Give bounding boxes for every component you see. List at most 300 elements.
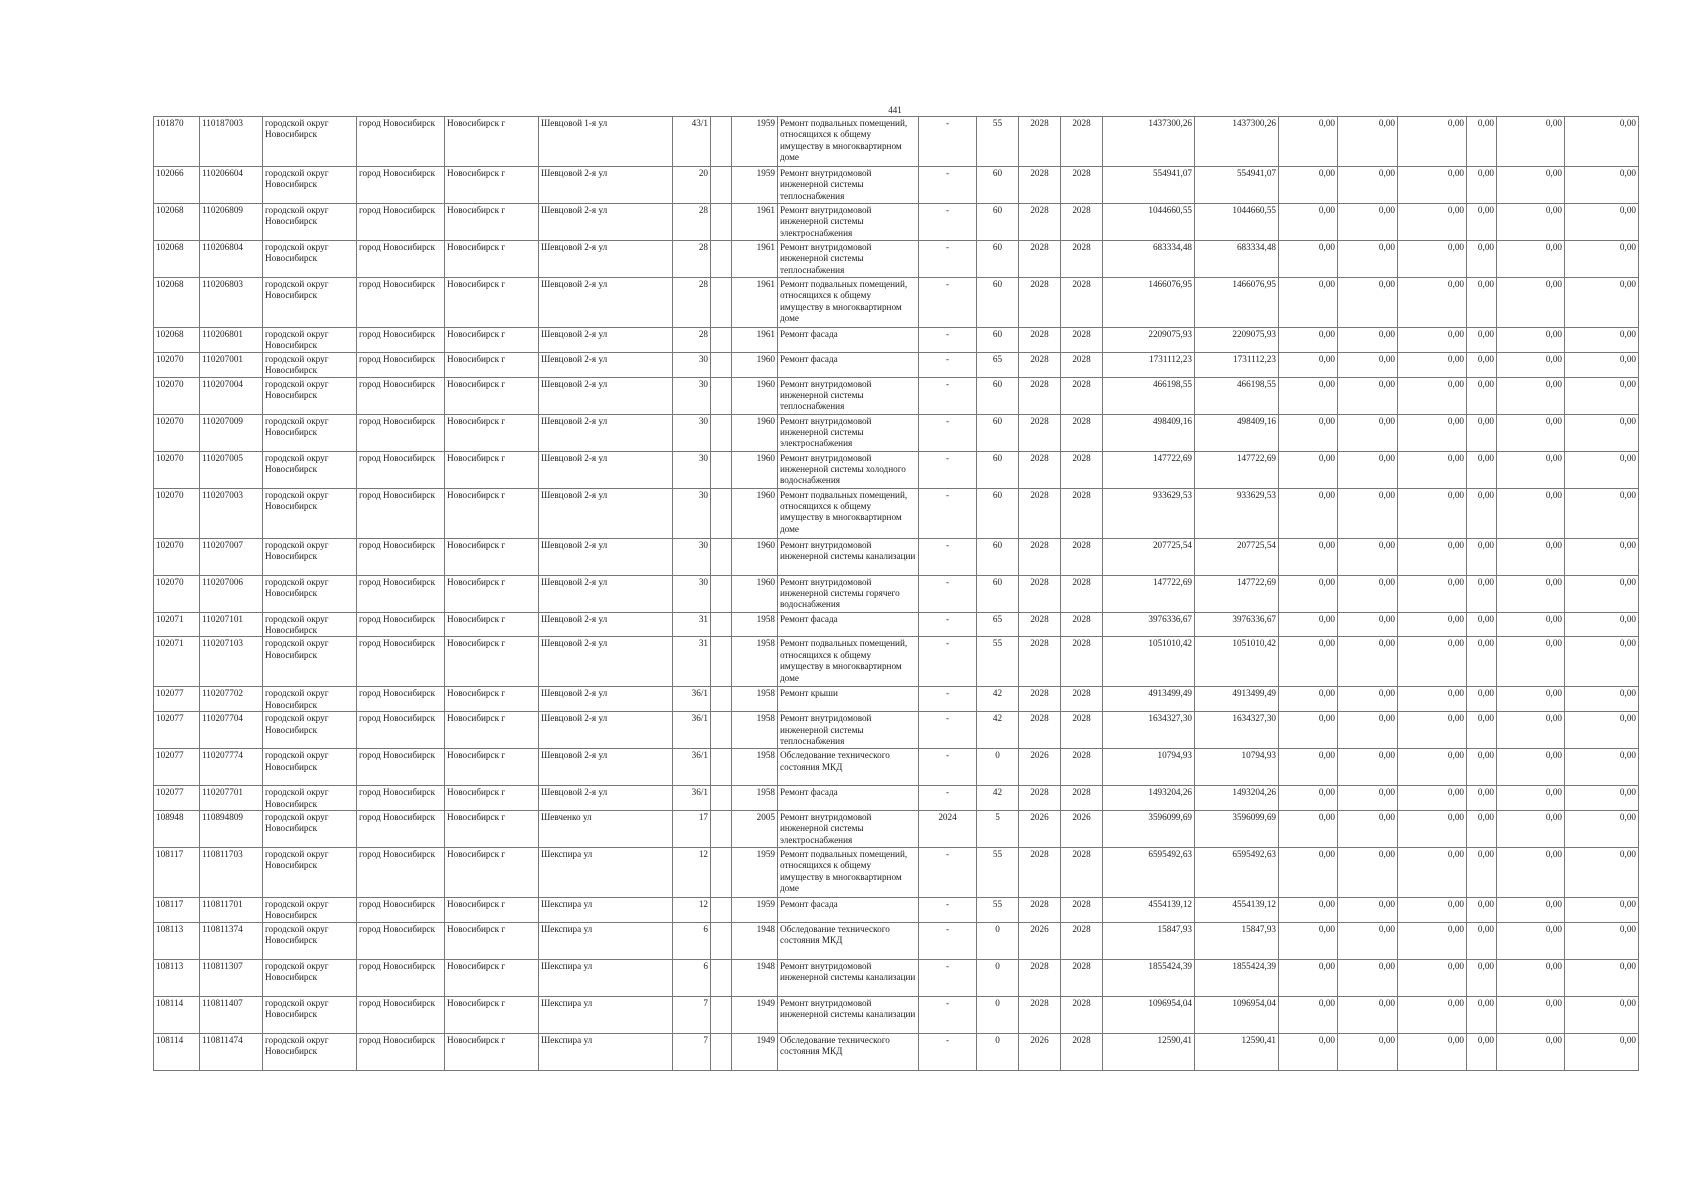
cell-year-built: 1959 <box>732 167 778 204</box>
cell-house-number: 30 <box>673 488 711 538</box>
cell-house-number: 28 <box>673 241 711 278</box>
cell-last-repair-year: - <box>919 377 977 414</box>
cell-cost-local-budget: 0,00 <box>1398 488 1467 538</box>
cell-plan-year-start: 2028 <box>1019 241 1061 278</box>
cell-building <box>711 898 732 923</box>
cell-plan-year-end: 2028 <box>1061 749 1103 786</box>
cell-building <box>711 959 732 996</box>
cell-house-id: 108117 <box>154 898 200 923</box>
cell-settlement: город Новосибирск <box>357 328 445 353</box>
cell-street: Шевцовой 2-я ул <box>539 204 673 241</box>
cell-total-cost: 933629,53 <box>1103 488 1195 538</box>
cell-locality: Новосибирск г <box>445 959 539 996</box>
cell-street: Шекспира ул <box>539 1033 673 1070</box>
cell-house-number: 43/1 <box>673 117 711 167</box>
cell-total-cost: 12590,41 <box>1103 1033 1195 1070</box>
cell-cost-regional-fund: 6595492,63 <box>1195 848 1279 898</box>
cell-task-id: 110207005 <box>200 451 263 488</box>
cell-wear-percent: 0 <box>977 749 1019 786</box>
cell-municipality: городской округ Новосибирск <box>263 612 357 637</box>
cell-year-built: 1958 <box>732 687 778 712</box>
cell-cost-other: 0,00 <box>1467 377 1497 414</box>
cell-settlement: город Новосибирск <box>357 241 445 278</box>
cell-municipality: городской округ Новосибирск <box>263 848 357 898</box>
cell-cost-regional-fund: 1044660,55 <box>1195 204 1279 241</box>
cell-building <box>711 117 732 167</box>
cell-year-built: 1949 <box>732 1033 778 1070</box>
cell-total-cost: 554941,07 <box>1103 167 1195 204</box>
cell-house-number: 28 <box>673 204 711 241</box>
cell-cost-local-budget: 0,00 <box>1398 811 1467 848</box>
cell-municipality: городской округ Новосибирск <box>263 538 357 575</box>
cell-house-number: 30 <box>673 352 711 377</box>
cell-work-type: Ремонт внутридомовой инженерной системы теплоснабжения <box>778 377 919 414</box>
cell-cost-regional-budget: 0,00 <box>1338 848 1398 898</box>
cell-house-number: 20 <box>673 167 711 204</box>
cell-work-type: Ремонт внутридомовой инженерной системы теплоснабжения <box>778 167 919 204</box>
cell-street: Шекспира ул <box>539 922 673 959</box>
cell-task-id: 110207101 <box>200 612 263 637</box>
cell-house-id: 102070 <box>154 377 200 414</box>
cell-plan-year-start: 2028 <box>1019 786 1061 811</box>
cell-last-repair-year: - <box>919 1033 977 1070</box>
cell-plan-year-start: 2028 <box>1019 538 1061 575</box>
cell-cost-owners: 0,00 <box>1497 637 1565 687</box>
cell-total-cost: 2209075,93 <box>1103 328 1195 353</box>
cell-work-type: Ремонт подвальных помещений, относящихся к общему имуществу в многоквартирном доме <box>778 117 919 167</box>
cell-municipality: городской округ Новосибирск <box>263 278 357 328</box>
cell-cost-remaining: 0,00 <box>1565 922 1639 959</box>
cell-building <box>711 538 732 575</box>
cell-locality: Новосибирск г <box>445 712 539 749</box>
cell-cost-federal: 0,00 <box>1279 612 1338 637</box>
cell-cost-federal: 0,00 <box>1279 712 1338 749</box>
table-row <box>154 328 1639 353</box>
cell-settlement: город Новосибирск <box>357 959 445 996</box>
cell-task-id: 110207009 <box>200 414 263 451</box>
cell-building <box>711 414 732 451</box>
cell-building <box>711 687 732 712</box>
cell-locality: Новосибирск г <box>445 687 539 712</box>
cell-cost-federal: 0,00 <box>1279 538 1338 575</box>
cell-cost-local-budget: 0,00 <box>1398 328 1467 353</box>
cell-building <box>711 451 732 488</box>
cell-work-type: Ремонт внутридомовой инженерной системы горячего водоснабжения <box>778 575 919 612</box>
cell-street: Шевцовой 2-я ул <box>539 538 673 575</box>
cell-year-built: 1961 <box>732 204 778 241</box>
cell-cost-local-budget: 0,00 <box>1398 241 1467 278</box>
cell-cost-regional-budget: 0,00 <box>1338 575 1398 612</box>
cell-total-cost: 207725,54 <box>1103 538 1195 575</box>
cell-cost-federal: 0,00 <box>1279 377 1338 414</box>
cell-year-built: 1949 <box>732 996 778 1033</box>
cell-cost-federal: 0,00 <box>1279 811 1338 848</box>
cell-cost-owners: 0,00 <box>1497 575 1565 612</box>
cell-year-built: 1960 <box>732 352 778 377</box>
cell-house-number: 36/1 <box>673 687 711 712</box>
cell-cost-other: 0,00 <box>1467 996 1497 1033</box>
cell-total-cost: 1044660,55 <box>1103 204 1195 241</box>
cell-plan-year-end: 2028 <box>1061 241 1103 278</box>
cell-settlement: город Новосибирск <box>357 538 445 575</box>
cell-cost-federal: 0,00 <box>1279 1033 1338 1070</box>
cell-municipality: городской округ Новосибирск <box>263 749 357 786</box>
cell-cost-owners: 0,00 <box>1497 414 1565 451</box>
cell-last-repair-year: - <box>919 414 977 451</box>
cell-cost-federal: 0,00 <box>1279 241 1338 278</box>
cell-last-repair-year: - <box>919 687 977 712</box>
cell-cost-federal: 0,00 <box>1279 488 1338 538</box>
cell-cost-remaining: 0,00 <box>1565 1033 1639 1070</box>
cell-plan-year-end: 2026 <box>1061 811 1103 848</box>
cell-plan-year-start: 2028 <box>1019 687 1061 712</box>
cell-settlement: город Новосибирск <box>357 637 445 687</box>
cell-task-id: 110207702 <box>200 687 263 712</box>
cell-cost-other: 0,00 <box>1467 575 1497 612</box>
cell-plan-year-end: 2028 <box>1061 575 1103 612</box>
cell-total-cost: 1731112,23 <box>1103 352 1195 377</box>
cell-last-repair-year: - <box>919 898 977 923</box>
cell-cost-regional-fund: 1731112,23 <box>1195 352 1279 377</box>
cell-cost-remaining: 0,00 <box>1565 848 1639 898</box>
cell-cost-local-budget: 0,00 <box>1398 352 1467 377</box>
cell-cost-remaining: 0,00 <box>1565 687 1639 712</box>
cell-cost-other: 0,00 <box>1467 1033 1497 1070</box>
cell-wear-percent: 42 <box>977 712 1019 749</box>
cell-last-repair-year: - <box>919 637 977 687</box>
cell-total-cost: 10794,93 <box>1103 749 1195 786</box>
cell-building <box>711 488 732 538</box>
cell-settlement: город Новосибирск <box>357 451 445 488</box>
cell-last-repair-year: - <box>919 278 977 328</box>
cell-cost-regional-budget: 0,00 <box>1338 637 1398 687</box>
cell-building <box>711 352 732 377</box>
cell-cost-federal: 0,00 <box>1279 786 1338 811</box>
cell-cost-regional-fund: 3596099,69 <box>1195 811 1279 848</box>
cell-municipality: городской округ Новосибирск <box>263 786 357 811</box>
cell-total-cost: 147722,69 <box>1103 575 1195 612</box>
cell-cost-local-budget: 0,00 <box>1398 414 1467 451</box>
cell-building <box>711 637 732 687</box>
cell-street: Шевцовой 2-я ул <box>539 786 673 811</box>
cell-plan-year-start: 2026 <box>1019 811 1061 848</box>
cell-building <box>711 712 732 749</box>
cell-task-id: 110206804 <box>200 241 263 278</box>
cell-settlement: город Новосибирск <box>357 786 445 811</box>
cell-cost-owners: 0,00 <box>1497 241 1565 278</box>
cell-house-number: 31 <box>673 612 711 637</box>
cell-cost-remaining: 0,00 <box>1565 451 1639 488</box>
cell-last-repair-year: - <box>919 167 977 204</box>
cell-house-number: 36/1 <box>673 786 711 811</box>
cell-cost-remaining: 0,00 <box>1565 996 1639 1033</box>
cell-plan-year-start: 2028 <box>1019 712 1061 749</box>
cell-wear-percent: 42 <box>977 687 1019 712</box>
cell-cost-remaining: 0,00 <box>1565 167 1639 204</box>
cell-cost-other: 0,00 <box>1467 204 1497 241</box>
cell-last-repair-year: - <box>919 204 977 241</box>
cell-house-number: 28 <box>673 278 711 328</box>
cell-house-id: 102068 <box>154 278 200 328</box>
cell-cost-owners: 0,00 <box>1497 712 1565 749</box>
cell-year-built: 1958 <box>732 749 778 786</box>
cell-last-repair-year: - <box>919 451 977 488</box>
cell-street: Шевцовой 2-я ул <box>539 414 673 451</box>
cell-locality: Новосибирск г <box>445 575 539 612</box>
cell-total-cost: 1493204,26 <box>1103 786 1195 811</box>
cell-house-id: 108117 <box>154 848 200 898</box>
cell-task-id: 110206803 <box>200 278 263 328</box>
cell-municipality: городской округ Новосибирск <box>263 117 357 167</box>
cell-year-built: 1961 <box>732 328 778 353</box>
cell-settlement: город Новосибирск <box>357 687 445 712</box>
table-row <box>154 712 1639 749</box>
cell-cost-owners: 0,00 <box>1497 117 1565 167</box>
cell-work-type: Обследование технического состояния МКД <box>778 749 919 786</box>
cell-cost-local-budget: 0,00 <box>1398 959 1467 996</box>
cell-plan-year-start: 2026 <box>1019 922 1061 959</box>
cell-last-repair-year: - <box>919 996 977 1033</box>
cell-plan-year-start: 2028 <box>1019 451 1061 488</box>
cell-street: Шевцовой 2-я ул <box>539 377 673 414</box>
cell-cost-local-budget: 0,00 <box>1398 204 1467 241</box>
cell-cost-local-budget: 0,00 <box>1398 1033 1467 1070</box>
cell-total-cost: 1634327,30 <box>1103 712 1195 749</box>
cell-cost-other: 0,00 <box>1467 167 1497 204</box>
cell-plan-year-start: 2028 <box>1019 117 1061 167</box>
cell-year-built: 1958 <box>732 786 778 811</box>
cell-cost-owners: 0,00 <box>1497 451 1565 488</box>
cell-last-repair-year: - <box>919 848 977 898</box>
cell-plan-year-end: 2028 <box>1061 414 1103 451</box>
cell-plan-year-start: 2028 <box>1019 959 1061 996</box>
cell-locality: Новосибирск г <box>445 786 539 811</box>
cell-cost-local-budget: 0,00 <box>1398 749 1467 786</box>
cell-cost-local-budget: 0,00 <box>1398 538 1467 575</box>
cell-total-cost: 3976336,67 <box>1103 612 1195 637</box>
cell-plan-year-start: 2028 <box>1019 575 1061 612</box>
cell-cost-federal: 0,00 <box>1279 922 1338 959</box>
cell-cost-other: 0,00 <box>1467 749 1497 786</box>
cell-cost-regional-fund: 1855424,39 <box>1195 959 1279 996</box>
cell-settlement: город Новосибирск <box>357 848 445 898</box>
cell-work-type: Обследование технического состояния МКД <box>778 1033 919 1070</box>
cell-cost-regional-budget: 0,00 <box>1338 377 1398 414</box>
cell-settlement: город Новосибирск <box>357 612 445 637</box>
cell-work-type: Ремонт внутридомовой инженерной системы электроснабжения <box>778 204 919 241</box>
cell-cost-local-budget: 0,00 <box>1398 786 1467 811</box>
cell-cost-other: 0,00 <box>1467 922 1497 959</box>
cell-house-number: 7 <box>673 996 711 1033</box>
cell-cost-regional-budget: 0,00 <box>1338 996 1398 1033</box>
cell-street: Шевцовой 2-я ул <box>539 488 673 538</box>
table-row <box>154 117 1639 167</box>
cell-cost-other: 0,00 <box>1467 414 1497 451</box>
cell-cost-other: 0,00 <box>1467 687 1497 712</box>
cell-cost-owners: 0,00 <box>1497 749 1565 786</box>
cell-last-repair-year: - <box>919 959 977 996</box>
cell-cost-owners: 0,00 <box>1497 922 1565 959</box>
table-row <box>154 612 1639 637</box>
cell-cost-remaining: 0,00 <box>1565 749 1639 786</box>
cell-cost-federal: 0,00 <box>1279 898 1338 923</box>
cell-municipality: городской округ Новосибирск <box>263 712 357 749</box>
cell-house-id: 102077 <box>154 749 200 786</box>
cell-task-id: 110207103 <box>200 637 263 687</box>
cell-work-type: Ремонт фасада <box>778 352 919 377</box>
cell-cost-local-budget: 0,00 <box>1398 898 1467 923</box>
cell-cost-remaining: 0,00 <box>1565 637 1639 687</box>
cell-cost-regional-fund: 10794,93 <box>1195 749 1279 786</box>
cell-municipality: городской округ Новосибирск <box>263 488 357 538</box>
cell-wear-percent: 65 <box>977 352 1019 377</box>
cell-cost-regional-budget: 0,00 <box>1338 241 1398 278</box>
cell-municipality: городской округ Новосибирск <box>263 167 357 204</box>
cell-year-built: 1959 <box>732 898 778 923</box>
cell-cost-remaining: 0,00 <box>1565 241 1639 278</box>
cell-cost-federal: 0,00 <box>1279 575 1338 612</box>
cell-cost-other: 0,00 <box>1467 786 1497 811</box>
cell-building <box>711 996 732 1033</box>
table-row <box>154 687 1639 712</box>
cell-task-id: 110811407 <box>200 996 263 1033</box>
cell-cost-regional-budget: 0,00 <box>1338 352 1398 377</box>
cell-municipality: городской округ Новосибирск <box>263 898 357 923</box>
cell-year-built: 1948 <box>732 959 778 996</box>
cell-plan-year-end: 2028 <box>1061 848 1103 898</box>
cell-locality: Новосибирск г <box>445 898 539 923</box>
cell-wear-percent: 0 <box>977 1033 1019 1070</box>
cell-house-number: 12 <box>673 848 711 898</box>
cell-cost-other: 0,00 <box>1467 612 1497 637</box>
cell-cost-local-budget: 0,00 <box>1398 117 1467 167</box>
cell-building <box>711 328 732 353</box>
cell-settlement: город Новосибирск <box>357 278 445 328</box>
cell-wear-percent: 0 <box>977 996 1019 1033</box>
cell-plan-year-start: 2028 <box>1019 328 1061 353</box>
cell-cost-federal: 0,00 <box>1279 637 1338 687</box>
cell-cost-federal: 0,00 <box>1279 278 1338 328</box>
cell-house-id: 102070 <box>154 414 200 451</box>
cell-cost-local-budget: 0,00 <box>1398 278 1467 328</box>
cell-wear-percent: 5 <box>977 811 1019 848</box>
cell-street: Шекспира ул <box>539 996 673 1033</box>
cell-building <box>711 1033 732 1070</box>
cell-cost-regional-budget: 0,00 <box>1338 1033 1398 1070</box>
cell-wear-percent: 60 <box>977 451 1019 488</box>
cell-cost-local-budget: 0,00 <box>1398 922 1467 959</box>
cell-street: Шевцовой 2-я ул <box>539 167 673 204</box>
cell-municipality: городской округ Новосибирск <box>263 377 357 414</box>
cell-plan-year-end: 2028 <box>1061 117 1103 167</box>
cell-municipality: городской округ Новосибирск <box>263 352 357 377</box>
cell-work-type: Ремонт внутридомовой инженерной системы канализации <box>778 996 919 1033</box>
cell-work-type: Ремонт подвальных помещений, относящихся к общему имуществу в многоквартирном доме <box>778 278 919 328</box>
cell-cost-remaining: 0,00 <box>1565 575 1639 612</box>
cell-work-type: Ремонт крыши <box>778 687 919 712</box>
table-row <box>154 377 1639 414</box>
cell-plan-year-start: 2026 <box>1019 1033 1061 1070</box>
cell-street: Шевцовой 2-я ул <box>539 687 673 712</box>
cell-total-cost: 4554139,12 <box>1103 898 1195 923</box>
cell-street: Шевцовой 2-я ул <box>539 328 673 353</box>
cell-wear-percent: 60 <box>977 538 1019 575</box>
cell-last-repair-year: 2024 <box>919 811 977 848</box>
cell-task-id: 110207006 <box>200 575 263 612</box>
cell-plan-year-end: 2028 <box>1061 488 1103 538</box>
cell-plan-year-end: 2028 <box>1061 278 1103 328</box>
cell-plan-year-end: 2028 <box>1061 167 1103 204</box>
cell-cost-remaining: 0,00 <box>1565 612 1639 637</box>
cell-locality: Новосибирск г <box>445 1033 539 1070</box>
cell-settlement: город Новосибирск <box>357 811 445 848</box>
table-row <box>154 204 1639 241</box>
cell-house-number: 36/1 <box>673 712 711 749</box>
cell-house-id: 102066 <box>154 167 200 204</box>
cell-cost-local-budget: 0,00 <box>1398 167 1467 204</box>
cell-year-built: 1959 <box>732 117 778 167</box>
table-row <box>154 898 1639 923</box>
cell-task-id: 110207001 <box>200 352 263 377</box>
cell-cost-regional-budget: 0,00 <box>1338 328 1398 353</box>
cell-year-built: 1960 <box>732 377 778 414</box>
cell-locality: Новосибирск г <box>445 996 539 1033</box>
cell-house-number: 30 <box>673 451 711 488</box>
cell-last-repair-year: - <box>919 117 977 167</box>
cell-house-number: 30 <box>673 377 711 414</box>
cell-locality: Новосибирск г <box>445 167 539 204</box>
cell-cost-regional-fund: 1437300,26 <box>1195 117 1279 167</box>
cell-settlement: город Новосибирск <box>357 922 445 959</box>
cell-building <box>711 575 732 612</box>
cell-plan-year-start: 2028 <box>1019 278 1061 328</box>
cell-cost-regional-budget: 0,00 <box>1338 612 1398 637</box>
cell-work-type: Обследование технического состояния МКД <box>778 922 919 959</box>
cell-task-id: 110811701 <box>200 898 263 923</box>
cell-cost-other: 0,00 <box>1467 538 1497 575</box>
cell-cost-other: 0,00 <box>1467 848 1497 898</box>
cell-cost-other: 0,00 <box>1467 811 1497 848</box>
cell-settlement: город Новосибирск <box>357 377 445 414</box>
cell-plan-year-end: 2028 <box>1061 1033 1103 1070</box>
cell-house-id: 108114 <box>154 996 200 1033</box>
cell-cost-other: 0,00 <box>1467 352 1497 377</box>
cell-cost-regional-budget: 0,00 <box>1338 117 1398 167</box>
cell-building <box>711 204 732 241</box>
cell-house-id: 108948 <box>154 811 200 848</box>
cell-locality: Новосибирск г <box>445 612 539 637</box>
cell-house-number: 6 <box>673 959 711 996</box>
cell-wear-percent: 55 <box>977 848 1019 898</box>
table-row <box>154 278 1639 328</box>
cell-plan-year-end: 2028 <box>1061 898 1103 923</box>
cell-house-id: 108113 <box>154 922 200 959</box>
cell-total-cost: 1051010,42 <box>1103 637 1195 687</box>
cell-cost-federal: 0,00 <box>1279 352 1338 377</box>
cell-cost-regional-budget: 0,00 <box>1338 749 1398 786</box>
cell-cost-owners: 0,00 <box>1497 959 1565 996</box>
table-body <box>154 117 1639 1071</box>
cell-cost-remaining: 0,00 <box>1565 414 1639 451</box>
cell-street: Шевцовой 2-я ул <box>539 637 673 687</box>
cell-cost-other: 0,00 <box>1467 898 1497 923</box>
cell-task-id: 110207704 <box>200 712 263 749</box>
cell-street: Шекспира ул <box>539 848 673 898</box>
cell-house-id: 102077 <box>154 786 200 811</box>
cell-year-built: 1960 <box>732 575 778 612</box>
cell-cost-federal: 0,00 <box>1279 848 1338 898</box>
cell-task-id: 110811307 <box>200 959 263 996</box>
